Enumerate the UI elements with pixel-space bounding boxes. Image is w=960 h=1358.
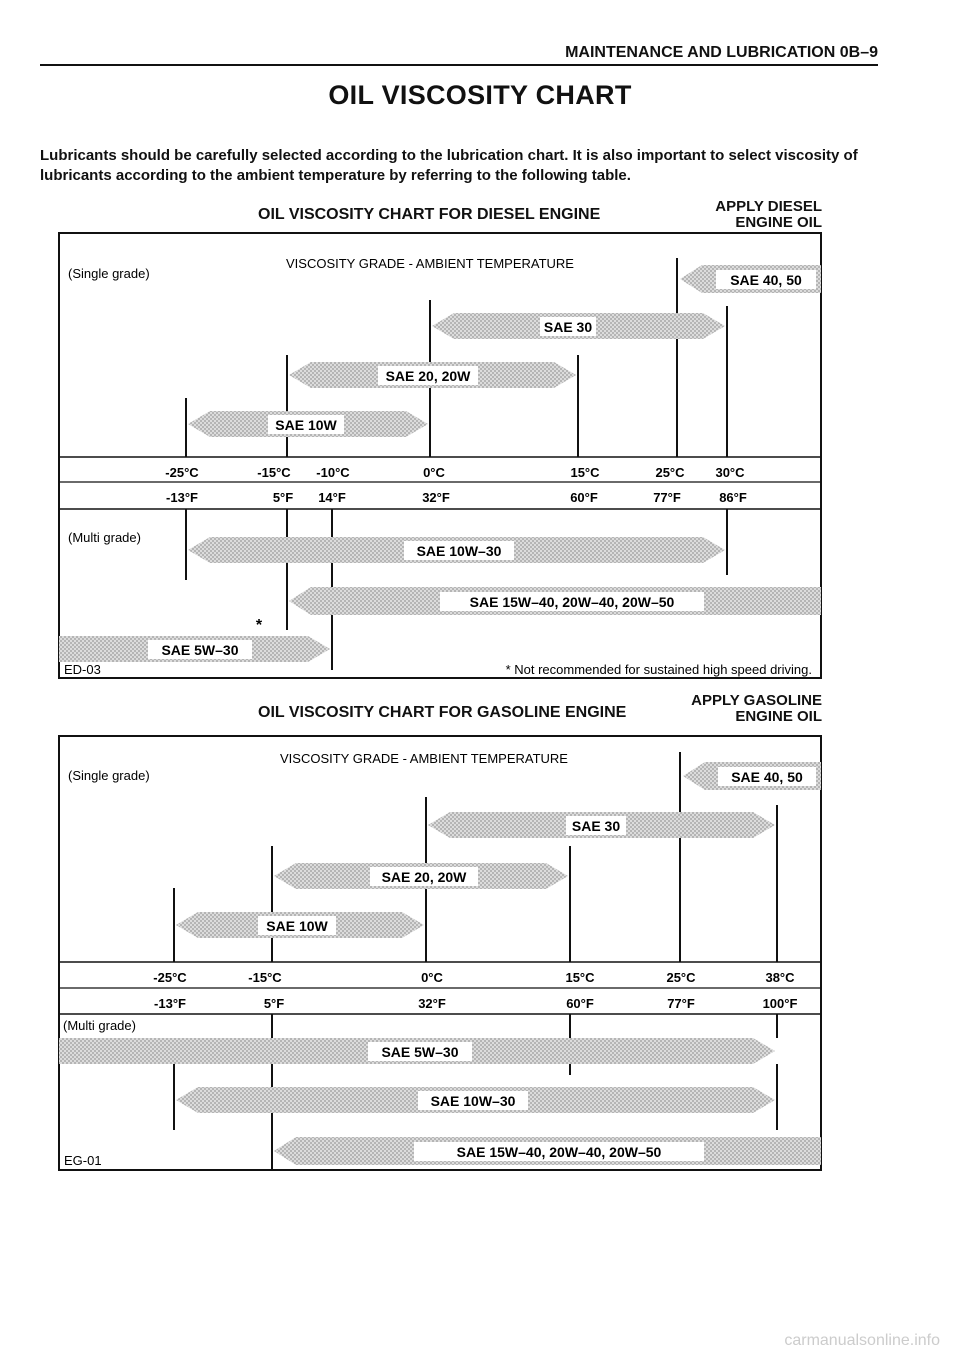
diesel-temp-f: 5°F	[272, 490, 294, 505]
page-header-text: MAINTENANCE AND LUBRICATION 0B–9	[565, 44, 878, 61]
page-title: OIL VISCOSITY CHART	[328, 80, 632, 110]
gasoline-bar-sae-10w-30	[176, 1087, 775, 1113]
diesel-temp-f-row	[166, 490, 747, 505]
gasoline-bar-label: SAE 5W–30	[381, 1044, 459, 1060]
gasoline-bar-sae-40-50	[683, 762, 821, 790]
gasoline-apply-line2: ENGINE OIL	[735, 708, 822, 725]
diesel-footnote: * Not recommended for sustained high speed driving.	[505, 662, 812, 677]
gasoline-temp-f: 32°F	[418, 996, 446, 1011]
diesel-temp-f: 32°F	[422, 490, 450, 505]
gasoline-apply-label	[640, 693, 822, 725]
gasoline-chart-title: OIL VISCOSITY CHART FOR GASOLINE ENGINE	[258, 704, 627, 721]
diesel-bar-sae-40-50	[680, 265, 821, 293]
gasoline-temp-f: 77°F	[667, 996, 695, 1011]
diesel-temp-c-row	[165, 465, 745, 480]
gasoline-bar-label: SAE 15W–40, 20W–40, 20W–50	[456, 1144, 662, 1160]
diesel-temp-f: 77°F	[653, 490, 681, 505]
gasoline-bar-label: SAE 30	[571, 818, 621, 834]
diesel-chart-title: OIL VISCOSITY CHART FOR DIESEL ENGINE	[258, 206, 601, 223]
diesel-temp-c: -25°C	[165, 465, 199, 480]
diesel-bar-sae-30	[432, 313, 725, 339]
diesel-bar-label: SAE 10W	[275, 417, 337, 433]
gasoline-temp-c: 38°C	[765, 970, 795, 985]
gasoline-single-grade-label: (Single grade)	[68, 768, 150, 783]
diesel-temp-c: -10°C	[316, 465, 350, 480]
diesel-bar-sae-5w-30	[59, 636, 330, 662]
diesel-bar-sae-20-20w	[289, 362, 576, 388]
gasoline-multi-grade-label: (Multi grade)	[63, 1018, 136, 1033]
diesel-multi-grade-label: (Multi grade)	[68, 530, 141, 545]
diesel-bar-label: SAE 30	[543, 319, 593, 335]
diesel-temp-f: 86°F	[719, 490, 747, 505]
gasoline-temp-c: 0°C	[421, 970, 443, 985]
gasoline-bar-sae-20-20w	[274, 863, 568, 889]
gasoline-apply-line1: APPLY GASOLINE	[691, 692, 822, 709]
gasoline-temp-f: 60°F	[566, 996, 594, 1011]
diesel-header-text: VISCOSITY GRADE - AMBIENT TEMPERATURE	[286, 256, 574, 271]
diesel-bar-label: SAE 15W–40, 20W–40, 20W–50	[469, 594, 675, 610]
gasoline-temp-f: -13°F	[154, 996, 186, 1011]
gasoline-temp-c: -15°C	[248, 970, 282, 985]
diesel-temp-c: 0°C	[423, 465, 445, 480]
gasoline-header-text: VISCOSITY GRADE - AMBIENT TEMPERATURE	[280, 751, 568, 766]
gasoline-temp-f: 5°F	[263, 996, 285, 1011]
diesel-bar-sae-10w-30	[188, 537, 725, 563]
gasoline-chart-code: EG-01	[64, 1153, 102, 1168]
intro-paragraph: Lubricants should be carefully selected according to the lubrication chart. It is also important to select viscosity of lubricants according to the ambient temperature by referring to the following table.	[40, 147, 858, 184]
diesel-temp-c: 15°C	[570, 465, 600, 480]
diesel-temp-f: 60°F	[570, 490, 598, 505]
gasoline-temp-f-row	[154, 996, 797, 1011]
diesel-bar-label: SAE 5W–30	[161, 642, 239, 658]
diesel-asterisk: *	[255, 617, 263, 634]
diesel-viscosity-chart	[0, 222, 960, 692]
diesel-bar-label: SAE 10W–30	[416, 543, 502, 559]
page-header	[40, 44, 878, 66]
diesel-bar-sae-15w-40	[289, 587, 821, 615]
gasoline-bar-sae-5w-30	[59, 1038, 775, 1064]
gasoline-viscosity-chart	[0, 725, 960, 1185]
gasoline-temp-c: -25°C	[153, 970, 187, 985]
gasoline-bar-label: SAE 40, 50	[731, 769, 803, 785]
diesel-apply-line1: APPLY DIESEL	[715, 198, 822, 215]
gasoline-bar-sae-10w	[176, 912, 424, 938]
diesel-single-grade-label: (Single grade)	[68, 266, 150, 281]
diesel-temp-c: -15°C	[257, 465, 291, 480]
gasoline-bar-label: SAE 10W–30	[430, 1093, 516, 1109]
gasoline-bar-sae-15w-40	[274, 1137, 821, 1165]
gasoline-temp-c: 15°C	[565, 970, 595, 985]
gasoline-temp-c-row	[153, 970, 795, 985]
watermark-text: carmanualsonline.info	[784, 1332, 940, 1349]
gasoline-temp-f: 100°F	[762, 996, 798, 1011]
gasoline-bar-sae-30	[428, 812, 775, 838]
diesel-temp-f: -13°F	[166, 490, 198, 505]
diesel-temp-c: 25°C	[655, 465, 685, 480]
diesel-chart-code: ED-03	[64, 662, 101, 677]
diesel-apply-line2: ENGINE OIL	[735, 214, 822, 231]
diesel-bar-sae-10w	[188, 411, 428, 437]
gasoline-bar-label: SAE 20, 20W	[381, 869, 467, 885]
diesel-temp-f: 14°F	[318, 490, 346, 505]
diesel-bar-label: SAE 20, 20W	[385, 368, 471, 384]
diesel-bar-label: SAE 40, 50	[730, 272, 802, 288]
diesel-temp-c: 30°C	[715, 465, 745, 480]
gasoline-temp-c: 25°C	[666, 970, 696, 985]
gasoline-bar-label: SAE 10W	[266, 918, 328, 934]
